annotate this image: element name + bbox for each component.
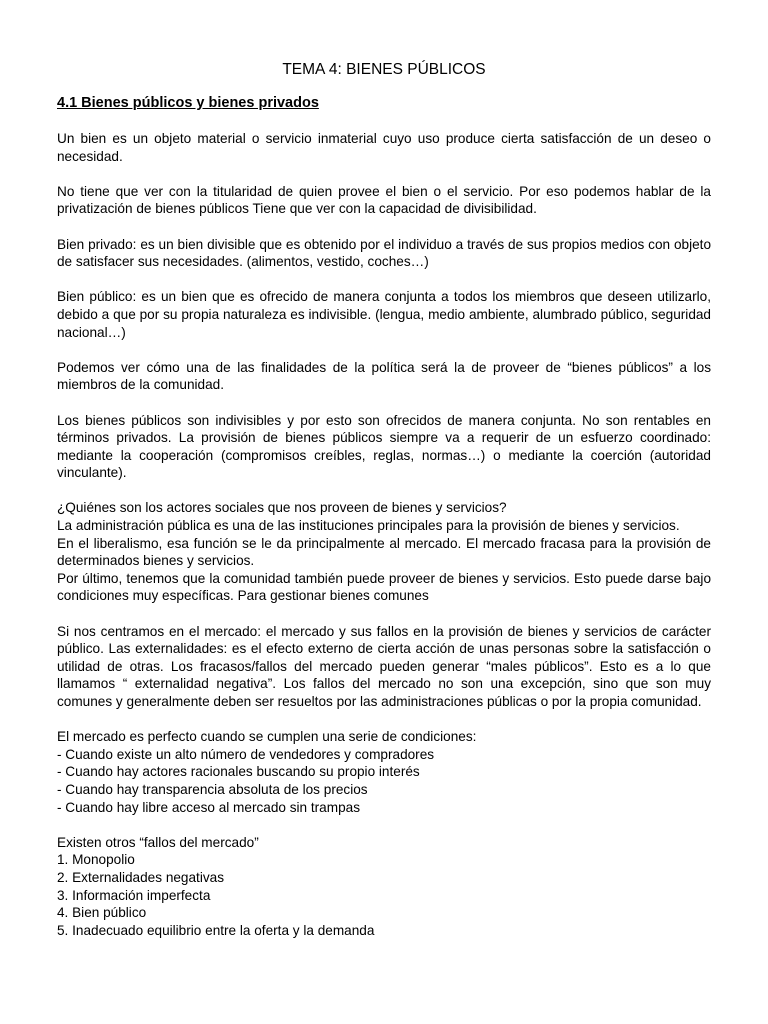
- paragraph-private-good: Bien privado: es un bien divisible que es obtenido por el individuo a través de sus propios medios con objeto de satisfacer sus necesidades. (alimentos, vestido, coches…): [57, 236, 711, 270]
- list-item: 1. Monopolio: [57, 852, 135, 868]
- list-item: 4. Bien público: [57, 905, 147, 921]
- list-item: - Cuando hay libre acceso al mercado sin trampas: [57, 799, 360, 815]
- list-item: - Cuando hay actores racionales buscando su propio interés: [57, 764, 420, 780]
- conditions-block: [57, 728, 711, 816]
- list-item: - Cuando existe un alto número de vendedores y compradores: [57, 746, 435, 762]
- paragraph-ownership: No tiene que ver con la titularidad de quien provee el bien o el servicio. Por eso podemos hablar de la privatización de bienes públicos Tiene que ver con la capacidad de divisibilidad.: [57, 183, 711, 217]
- list-item: 3. Información imperfecta: [57, 887, 211, 903]
- paragraph-public-good: Bien público: es un bien que es ofrecido de manera conjunta a todos los miembros que deseen utilizarlo, debido a que por su propia naturaleza es indivisible. (lengua, medio ambiente, alumbrado público, seguridad nacional…): [57, 289, 711, 340]
- failures-intro: Existen otros “fallos del mercado”: [57, 834, 259, 850]
- section-heading: 4.1 Bienes públicos y bienes privados: [57, 95, 319, 111]
- actors-line-administration: La administración pública es una de las instituciones principales para la provisión de bienes y servicios.: [57, 518, 680, 534]
- actors-line-community: Por último, tenemos que la comunidad también puede proveer de bienes y servicios. Esto puede darse bajo condiciones muy específicas. Para gestionar bienes comunes: [57, 570, 711, 604]
- actors-line-market: En el liberalismo, esa función se le da principalmente al mercado. El mercado fracasa para la provisión de determinados bienes y servicios.: [57, 535, 711, 569]
- failures-block: [57, 834, 711, 940]
- actors-block: [57, 499, 711, 605]
- document-title: TEMA 4: BIENES PÚBLICOS: [282, 61, 486, 78]
- list-item: 5. Inadecuado equilibrio entre la oferta y la demanda: [57, 922, 375, 938]
- actors-question: ¿Quiénes son los actores sociales que nos proveen de bienes y servicios?: [57, 500, 507, 516]
- conditions-intro: El mercado es perfecto cuando se cumplen una serie de condiciones:: [57, 729, 477, 745]
- list-item: 2. Externalidades negativas: [57, 869, 225, 885]
- paragraph-market-failures: Si nos centramos en el mercado: el mercado y sus fallos en la provisión de bienes y servicios de carácter público. Las externalidades: es el efecto externo de cierta acción de unas personas sobre la satisfacción o utilidad de otras. Los fracasos/fallos del mercado pueden generar “males públicos”. Esto es a lo que llamamos “ externalidad negativa”. Los fallos del mercado no son una excepción, sino que son muy comunes y generalmente deben ser resueltos por las administraciones públicas o por la propia comunidad.: [57, 623, 711, 709]
- paragraph-indivisible: Los bienes públicos son indivisibles y por esto son ofrecidos de manera conjunta. No son rentables en términos privados. La provisión de bienes públicos siempre va a requerir de un esfuerzo coordinado: mediante la cooperación (compromisos creíbles, reglas, normas…) o mediante la coerción (autoridad vinculante).: [57, 412, 711, 481]
- paragraph-definition: Un bien es un objeto material o servicio inmaterial cuyo uso produce cierta satisfacción de un deseo o necesidad.: [57, 131, 711, 164]
- paragraph-politics: Podemos ver cómo una de las finalidades de la política será la de proveer de “bienes públicos” a los miembros de la comunidad.: [57, 359, 711, 393]
- list-item: - Cuando hay transparencia absoluta de los precios: [57, 781, 368, 797]
